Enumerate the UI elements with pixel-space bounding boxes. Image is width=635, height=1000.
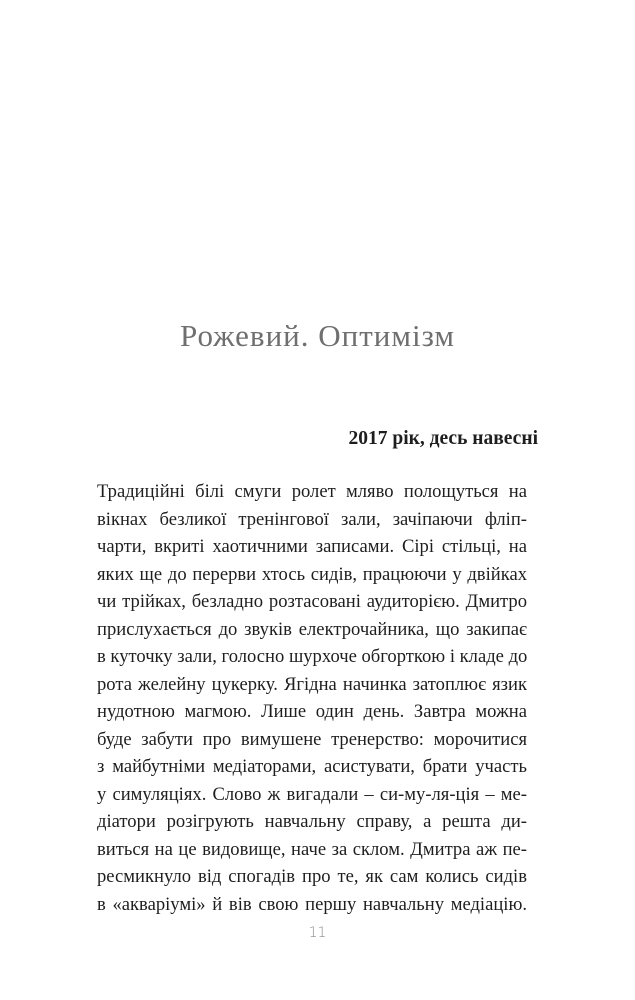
text-line: в куточку зали, голосно шурхоче обгорткою і кладе до — [97, 646, 528, 667]
text-line: нудотною магмою. Лише один день. Завтра можна — [97, 701, 527, 722]
text-line: прислухається до звуків електрочайника, що закипає — [97, 618, 527, 640]
text-line: чи трійках, безладно розтасовані аудиторією. Дмитро — [97, 591, 527, 612]
text-line: буде забути про вимушене тренерство: морочитися — [97, 728, 527, 750]
text-line: виться на це видовище, наче за склом. Дмитра аж пе- — [97, 838, 527, 860]
page-number: 11 — [308, 925, 327, 941]
body-paragraph — [97, 478, 527, 918]
text-line: в «акваріумі» й вів свою першу навчальну медіацію. — [97, 893, 527, 915]
text-line: яких ще до перерви хтось сидів, працюючи у двійках — [97, 563, 527, 585]
text-line: рота желейну цукерку. Ягідна начинка затоплює язик — [97, 673, 527, 695]
text-line: діатори розігрують навчальну справу, а решта ди- — [97, 811, 527, 832]
text-line: вікнах безликої тренінгової зали, зачіпаючи фліп- — [97, 508, 527, 530]
chapter-date-line: 2017 рік, десь навесні — [348, 428, 538, 449]
text-line: з майбутніми медіаторами, асистувати, брати участь — [97, 756, 527, 777]
text-line: Традиційні білі смуги ролет мляво полощуться на — [97, 481, 527, 502]
text-line: ресмикнуло від спогадів про те, як сам колись сидів — [97, 866, 527, 887]
text-line: чарти, вкриті хаотичними записами. Сірі стільці, на — [97, 536, 527, 557]
text-line: у симуляціях. Слово ж вигадали – си-му-ля-ція – ме- — [97, 783, 527, 805]
chapter-title: Рожевий. Оптимізм — [179, 318, 456, 353]
